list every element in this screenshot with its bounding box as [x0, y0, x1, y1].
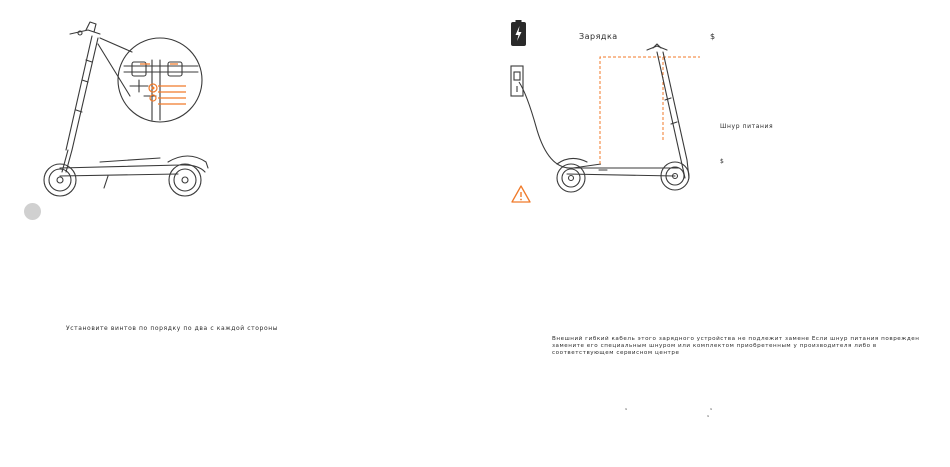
right-page: [475, 0, 950, 467]
warning-triangle-icon: [511, 185, 531, 203]
title-marker: $: [710, 32, 716, 41]
installation-instruction: Установите винтов по порядку по два с каждой стороны: [66, 325, 279, 332]
footnote-mark: ¹: [710, 408, 713, 414]
power-cord-label: Шнур питания: [720, 123, 774, 130]
warning-line: соответствующем сервисном центре: [552, 350, 680, 356]
power-cord-marker: $: [720, 158, 725, 165]
warning-line: замените его специальным шнуром или комплектом приобретенным у производителя либо в: [552, 343, 877, 349]
section-title: Зарядка: [579, 32, 618, 41]
warning-line: Внешний гибкий кабель этого зарядного устройства не подлежит замене Если шнур питания поврежден: [552, 336, 920, 342]
footnote-mark: ¹: [707, 415, 710, 421]
cable-warning-text: [552, 336, 920, 357]
charging-illustration: [475, 0, 950, 240]
footnote-mark: ¹: [625, 408, 628, 414]
step-badge: [24, 203, 41, 220]
scooter-assembly-illustration: [0, 0, 475, 240]
